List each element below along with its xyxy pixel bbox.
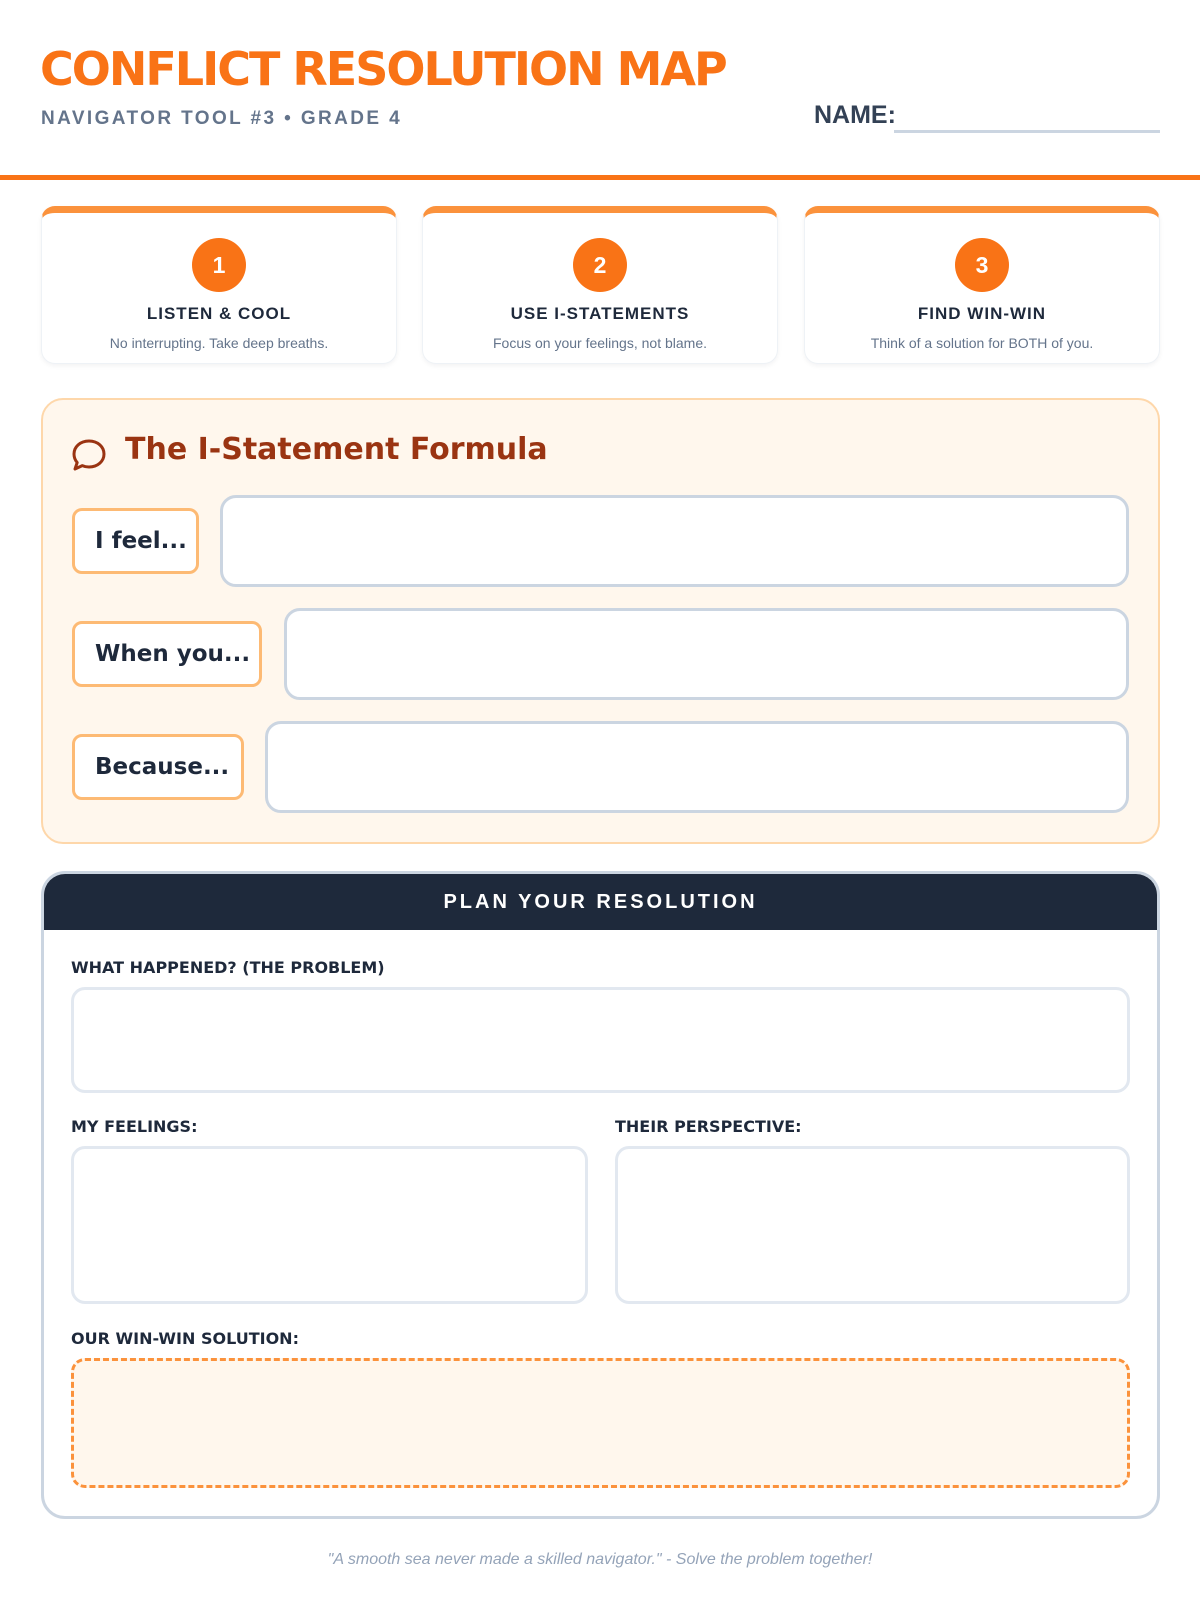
i-statement-formula-panel	[41, 398, 1160, 844]
prompt-when-you: When you...	[72, 621, 262, 687]
step-title: USE I-STATEMENTS	[510, 304, 690, 323]
footer-quote: "A smooth sea never made a skilled navigator." - Solve the problem together!	[327, 1551, 873, 1568]
name-line[interactable]	[894, 130, 1160, 133]
step-number-badge: 1	[192, 238, 246, 292]
problem-answer-box[interactable]	[71, 987, 1130, 1093]
name-label: NAME:	[814, 101, 896, 129]
step-title: LISTEN & COOL	[146, 304, 292, 323]
page-subtitle: NAVIGATOR TOOL #3 • GRADE 4	[41, 108, 403, 129]
formula-title: The I-Statement Formula	[125, 432, 548, 467]
i-feel-answer-box[interactable]	[220, 495, 1129, 587]
win-win-solution-box[interactable]	[71, 1358, 1130, 1488]
plan-heading: PLAN YOUR RESOLUTION	[44, 874, 1157, 930]
step-description: Focus on your feelings, not blame.	[492, 335, 707, 351]
prompt-because: Because...	[72, 734, 244, 800]
plan-resolution-panel	[41, 871, 1160, 1519]
step-title: FIND WIN-WIN	[917, 304, 1047, 323]
step-number-badge: 3	[955, 238, 1009, 292]
worksheet-header	[0, 0, 1200, 180]
my-feelings-label: MY FEELINGS:	[71, 1117, 198, 1136]
their-perspective-label: THEIR PERSPECTIVE:	[615, 1117, 802, 1136]
step-description: Think of a solution for BOTH of you.	[870, 335, 1094, 351]
win-win-solution-label: OUR WIN-WIN SOLUTION:	[71, 1329, 299, 1348]
problem-label: WHAT HAPPENED? (THE PROBLEM)	[71, 958, 385, 977]
because-answer-box[interactable]	[265, 721, 1129, 813]
step-card-2	[422, 206, 778, 364]
when-you-answer-box[interactable]	[284, 608, 1129, 700]
step-description: No interrupting. Take deep breaths.	[109, 335, 329, 351]
step-card-1	[41, 206, 397, 364]
page-title: CONFLICT RESOLUTION MAP	[40, 42, 726, 96]
their-perspective-answer-box[interactable]	[615, 1146, 1130, 1304]
step-card-3	[804, 206, 1160, 364]
speech-bubble-icon	[71, 438, 107, 472]
step-number-badge: 2	[573, 238, 627, 292]
prompt-i-feel: I feel...	[72, 508, 199, 574]
my-feelings-answer-box[interactable]	[71, 1146, 588, 1304]
